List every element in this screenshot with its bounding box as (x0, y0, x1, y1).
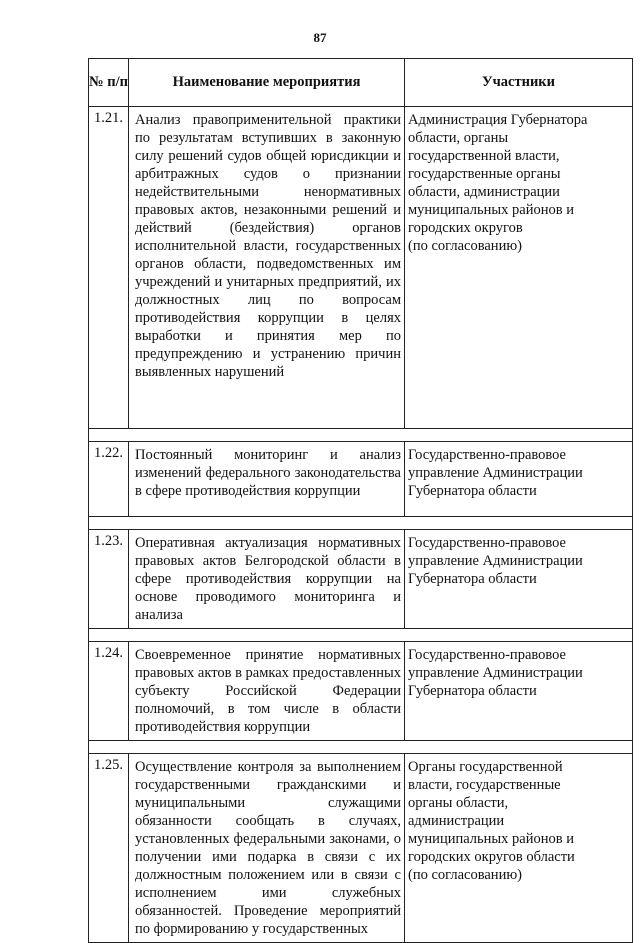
row-number: 1.21. (89, 107, 129, 429)
table-row (89, 642, 633, 741)
table-row (89, 530, 633, 629)
row-number: 1.24. (89, 642, 129, 741)
row-event-name (129, 642, 405, 741)
participants-text: Государственно-правовое управление Администрации Губернатора области (408, 535, 583, 587)
table-header-row (89, 59, 633, 107)
participants-text: Государственно-правовое управление Администрации Губернатора области (408, 447, 583, 499)
row-number: 1.25. (89, 754, 129, 943)
row-spacer (89, 517, 633, 530)
row-number: 1.23. (89, 530, 129, 629)
row-event-name (129, 107, 405, 429)
row-spacer (89, 629, 633, 642)
row-event-name (129, 754, 405, 943)
row-event-name (129, 530, 405, 629)
header-participants: Участники (405, 59, 633, 107)
page-number: 87 (313, 30, 327, 45)
row-participants (405, 442, 633, 517)
row-participants (405, 642, 633, 741)
header-event-name: Наименование мероприятия (129, 59, 405, 107)
row-event-name (129, 442, 405, 517)
event-name-text: Осуществление контроля за выполнением государственными гражданскими и муниципальными служащими обязанности сообщать в случаях, установленных федеральными законами, о получении ими подарка в связи с их должностным положением или в связи с исполнением ими служебных обязанностей. Проведение мероприятий по формированию у государственных (135, 759, 401, 937)
event-name-text: Оперативная актуализация нормативных правовых актов Белгородской области в сфере противодействия коррупции на основе проводимого мониторинга и анализа (135, 535, 401, 623)
participants-text: Государственно-правовое управление Администрации Губернатора области (408, 647, 583, 699)
row-participants (405, 107, 633, 429)
row-number: 1.22. (89, 442, 129, 517)
row-spacer (89, 429, 633, 442)
table-row (89, 107, 633, 429)
header-number: № п/п (89, 59, 129, 107)
row-participants (405, 530, 633, 629)
participants-text: Органы государственной власти, государственные органы области, администрации муниципальных районов и городских округов области (по согласованию) (408, 759, 575, 883)
participants-text: Администрация Губернатора области, органы государственной власти, государственные органы области, администрации муниципальных районов и городских округов (по согласованию) (408, 112, 588, 254)
event-name-text: Своевременное принятие нормативных правовых актов в рамках предоставленных субъекту Российской Федерации полномочий, в том числе в области противодействия коррупции (135, 647, 401, 735)
events-table (88, 58, 633, 943)
event-name-text: Постоянный мониторинг и анализ изменений федерального законодательства в сфере противодействия коррупции (135, 447, 401, 499)
row-participants (405, 754, 633, 943)
table-row (89, 754, 633, 943)
event-name-text: Анализ правоприменительной практики по результатам вступивших в законную силу решений судов общей юрисдикции и арбитражных судов о признании недействительными ненормативных правовых актов, незаконными решений и действий (бездействия) органов исполнительной власти, государственных органов области, подведомственных им учреждений и унитарных предприятий, их должностных лиц по вопросам противодействия коррупции в целях выработки и принятия мер по предупреждению и устранению причин выявленных нарушений (135, 112, 401, 380)
row-spacer (89, 741, 633, 754)
table-row (89, 442, 633, 517)
